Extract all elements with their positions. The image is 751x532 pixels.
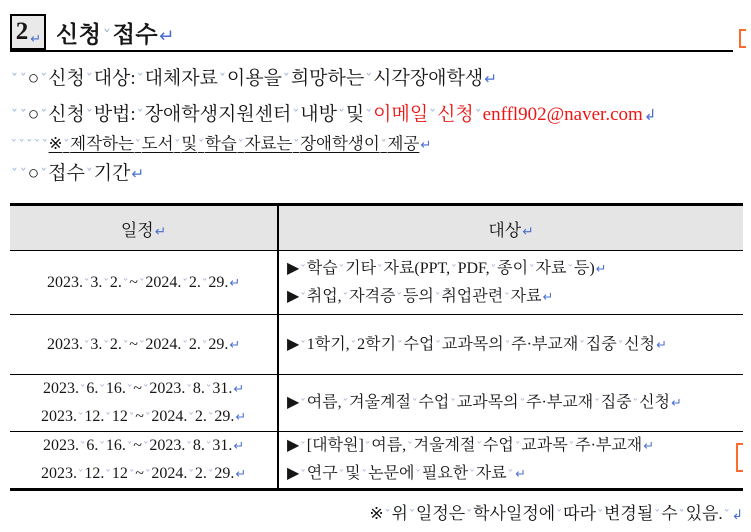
space-mark-icon: ˇ — [142, 439, 149, 455]
space-mark-icon: ˇ — [468, 467, 476, 483]
space-mark-icon: ˇ — [99, 382, 106, 398]
space-mark-icon: ˇ — [568, 439, 575, 455]
space-mark-icon: ˇ — [138, 337, 145, 353]
note-provide — [10, 130, 431, 154]
space-mark-icon: ˇ — [10, 72, 19, 90]
space-mark-icon: ˇ — [338, 467, 345, 483]
paragraph-mark-icon: ↵ — [30, 31, 42, 47]
space-mark-icon: ˇ — [144, 467, 151, 483]
space-mark-icon: ˇ — [503, 289, 511, 305]
space-mark-icon: ˇ — [408, 509, 416, 525]
space-mark-icon: ˇ — [63, 139, 70, 155]
section-header — [10, 14, 733, 52]
space-mark-icon: ˇ — [102, 27, 112, 49]
target-cell: ▶ˇ[대학원]ˇ여름,ˇ겨울계절ˇ수업ˇ교과목ˇ주·부교재↵ ▶ˇ연구ˇ및ˇ논문에ˇ필요한ˇ자료ˇ ↵ — [278, 432, 743, 490]
paragraph-mark-icon: ↵ — [670, 396, 682, 411]
paragraph-mark-icon: ↵ — [233, 382, 245, 397]
space-mark-icon: ˇ — [218, 72, 227, 90]
space-mark-icon: ˇ — [39, 108, 48, 126]
space-mark-icon: ˇ — [337, 108, 346, 126]
space-mark-icon: ˇ — [653, 509, 661, 525]
section-title: 신청ˇ접수↵ — [56, 21, 176, 49]
target-cell: ▶ˇ1학기,ˇ2학기ˇ수업ˇ교과목의ˇ주·부교재ˇ집중ˇ신청↵ — [278, 315, 743, 375]
space-mark-icon: ˇ — [39, 72, 48, 90]
paragraph-mark-icon: ↵ — [131, 165, 145, 183]
space-mark-icon: ˇ — [299, 396, 307, 412]
paragraph-mark-icon: ↵ — [522, 223, 534, 240]
space-mark-icon: ˇ — [205, 439, 212, 455]
space-mark-icon: ˇ — [182, 275, 189, 291]
space-mark-icon: ˇ — [122, 275, 129, 291]
space-mark-icon: ˇ — [519, 396, 526, 412]
email-address: enffl902@naver.com — [482, 104, 643, 125]
space-mark-icon: ˇ — [476, 439, 483, 455]
space-mark-icon: ˇ — [384, 509, 391, 525]
space-mark-icon: ˇ — [142, 382, 149, 398]
space-mark-icon: ˇ — [201, 337, 208, 353]
paragraph-mark-icon: ↵ — [515, 467, 526, 482]
space-mark-icon: ˇ — [103, 275, 110, 291]
space-mark-icon: ˇ — [435, 337, 442, 353]
space-mark-icon: ˇ — [207, 467, 214, 483]
space-mark-icon: ˇ — [19, 167, 28, 185]
schedule-cell: 2023.ˇ3.ˇ2.ˇ~ˇ2024.ˇ2.ˇ29.↵ — [10, 251, 278, 315]
paragraph-mark-icon: ↵ — [643, 439, 654, 454]
paragraph-mark-icon: ↵ — [595, 261, 607, 277]
paragraph-mark-icon: ↵ — [420, 138, 432, 153]
space-mark-icon: ˇ — [33, 139, 41, 155]
space-mark-icon: ˇ — [105, 410, 112, 426]
schedule-table — [10, 203, 743, 491]
space-mark-icon: ˇ — [182, 337, 189, 353]
space-mark-icon: ˇ — [83, 337, 90, 353]
space-mark-icon: ˇ — [299, 261, 307, 277]
target-cell: ▶ˇ여름,ˇ겨울계절ˇ수업ˇ교과목의ˇ주·부교재ˇ집중ˇ신청↵ — [278, 375, 743, 432]
space-mark-icon: ˇ — [85, 167, 93, 185]
header-cell-schedule: 일정↵ — [10, 205, 278, 251]
table-row — [10, 315, 743, 375]
space-mark-icon: ˇ — [103, 337, 110, 353]
space-mark-icon: ˇ — [299, 439, 307, 455]
space-mark-icon: ˇ — [428, 108, 437, 126]
space-mark-icon: ˇ — [338, 261, 345, 277]
space-mark-icon: ˇ — [10, 167, 19, 185]
space-mark-icon: ˇ — [632, 396, 639, 412]
paragraph-mark-icon: ↵ — [233, 439, 245, 454]
space-mark-icon: ˇ — [342, 289, 349, 305]
space-mark-icon: ˇ — [144, 410, 151, 426]
space-mark-icon: ˇ — [134, 139, 141, 155]
revision-bracket-icon — [739, 29, 746, 48]
paragraph-mark-icon: ↵ — [235, 467, 247, 482]
space-mark-icon: ˇ — [364, 439, 371, 455]
space-mark-icon: ˇ — [19, 72, 28, 90]
space-mark-icon: ˇ — [406, 439, 414, 455]
space-mark-icon: ˇ — [617, 337, 624, 353]
space-mark-icon: ˇ — [39, 167, 48, 185]
space-mark-icon: ˇ — [555, 509, 563, 525]
space-mark-icon: ˇ — [593, 396, 601, 412]
space-mark-icon: ˇ — [237, 139, 244, 155]
table-row — [10, 432, 743, 490]
paragraph-mark-icon: ↵ — [235, 410, 247, 425]
space-mark-icon: ˇ — [77, 467, 84, 483]
space-mark-icon: ˇ — [361, 467, 368, 483]
header-cell-target: 대상↵ — [278, 205, 743, 251]
space-mark-icon: ˇ — [514, 439, 521, 455]
space-mark-icon: ˇ — [504, 337, 511, 353]
space-mark-icon: ˇ — [376, 261, 383, 277]
space-mark-icon: ˇ — [578, 337, 586, 353]
space-mark-icon: ˇ — [396, 337, 403, 353]
space-mark-icon: ˇ — [85, 108, 93, 126]
space-mark-icon: ˇ — [567, 261, 574, 277]
space-mark-icon: ˇ — [207, 410, 214, 426]
space-mark-icon: ˇ — [79, 439, 86, 455]
space-mark-icon: ˇ — [450, 261, 457, 277]
space-mark-icon: ˇ — [528, 261, 535, 277]
space-mark-icon: ˇ — [299, 289, 307, 305]
line-break-mark-icon: ↲ — [643, 106, 657, 124]
note-applicant: ˇˇ○ˇ신청ˇ대상:ˇ대체자료ˇ이용을ˇ희망하는ˇ시각장애학생↵ — [10, 68, 497, 90]
email-apply-highlight: 이메일ˇ신청ˇ — [373, 104, 482, 126]
space-mark-icon: ˇ — [26, 139, 33, 155]
space-mark-icon: ˇ — [364, 72, 373, 90]
space-mark-icon: ˇ — [299, 337, 307, 353]
space-mark-icon: ˇ — [299, 467, 307, 483]
space-mark-icon: ˇ — [490, 261, 497, 277]
space-mark-icon: ˇ — [411, 396, 418, 412]
space-mark-icon: ˇ — [77, 410, 84, 426]
space-mark-icon: ˇ — [380, 139, 387, 155]
space-mark-icon: ˇ — [342, 396, 349, 412]
note-period: ˇˇ○ˇ접수ˇ기간↵ — [10, 163, 145, 185]
space-mark-icon: ˇ — [188, 410, 195, 426]
space-mark-icon: ˇ — [201, 275, 208, 291]
space-mark-icon: ˇ — [292, 139, 300, 155]
section-number-box — [10, 14, 46, 50]
table-row — [10, 375, 743, 432]
schedule-cell: 2023.ˇ6.ˇ16.ˇ~ˇ2023.ˇ8.ˇ31.↵ 2023.ˇ12.ˇ12ˇ~ˇ2024.ˇ2.ˇ29.↵ — [10, 375, 278, 432]
space-mark-icon: ˇ — [188, 467, 195, 483]
table-row — [10, 251, 743, 315]
paragraph-mark-icon: ↵ — [542, 289, 554, 305]
space-mark-icon: ˇ — [18, 139, 25, 155]
footnote: ※ˇ위ˇ일정은ˇ학사일정에ˇ따라ˇ변경될ˇ수ˇ있음.ˇ ↲ — [369, 504, 743, 525]
revision-bracket-icon — [736, 443, 743, 472]
space-mark-icon: ˇ — [197, 139, 205, 155]
target-cell: ▶ˇ학습ˇ기타ˇ자료(PPT,ˇPDF,ˇ종이ˇ자료ˇ등)↵ ▶ˇ취업,ˇ자격증ˇ등의ˇ취업관련ˇ자료↵ — [278, 251, 743, 315]
space-mark-icon: ˇ — [678, 509, 685, 525]
space-mark-icon: ˇ — [128, 467, 135, 483]
table-header-row — [10, 205, 743, 251]
space-mark-icon: ˇ — [10, 108, 19, 126]
space-mark-icon: ˇ — [465, 509, 473, 525]
paragraph-mark-icon: ↵ — [159, 25, 176, 47]
space-mark-icon: ˇ — [136, 108, 144, 126]
space-mark-icon: ˇ — [122, 337, 129, 353]
space-mark-icon: ˇ — [138, 275, 145, 291]
space-mark-icon: ˇ — [723, 509, 730, 525]
space-mark-icon: ˇ — [292, 108, 300, 126]
note-method: ˇˇ○ˇ신청ˇ방법:ˇ장애학생지원센터ˇ내방ˇ및ˇ이메일ˇ신청ˇenffl902@naver.com↲ — [10, 104, 657, 126]
space-mark-icon: ˇ — [128, 410, 135, 426]
space-mark-icon: ˇ — [434, 289, 441, 305]
space-mark-icon: ˇ — [449, 396, 457, 412]
paragraph-mark-icon: ↵ — [484, 70, 497, 88]
line-break-mark-icon: ↲ — [731, 507, 743, 523]
space-mark-icon: ˇ — [364, 108, 373, 126]
space-mark-icon: ˇ — [507, 467, 514, 483]
space-mark-icon: ˇ — [41, 139, 48, 155]
space-mark-icon: ˇ — [126, 439, 133, 455]
paragraph-mark-icon: ↵ — [229, 275, 241, 291]
space-mark-icon: ˇ — [126, 382, 133, 398]
space-mark-icon: ˇ — [105, 467, 112, 483]
space-mark-icon: ˇ — [205, 382, 212, 398]
schedule-cell: 2023.ˇ3.ˇ2.ˇ~ˇ2024.ˇ2.ˇ29.↵ — [10, 315, 278, 375]
space-mark-icon: ˇ — [174, 139, 181, 155]
space-mark-icon: ˇ — [79, 382, 86, 398]
space-mark-icon: ˇ — [282, 72, 291, 90]
space-mark-icon: ˇ — [85, 72, 93, 90]
space-mark-icon: ˇ — [596, 509, 604, 525]
schedule-cell: 2023.ˇ6.ˇ16.ˇ~ˇ2023.ˇ8.ˇ31.↵ 2023.ˇ12.ˇ12ˇ~ˇ2024.ˇ2.ˇ29.↵ — [10, 432, 278, 490]
provide-note-underlined: ※ˇ제작하는ˇ도서ˇ및ˇ학습ˇ자료는ˇ장애학생이ˇ제공 — [48, 134, 420, 155]
paragraph-mark-icon: ↵ — [229, 337, 241, 353]
section-number: 2 — [15, 18, 29, 45]
space-mark-icon: ˇ — [19, 108, 28, 126]
space-mark-icon: ˇ — [136, 72, 144, 90]
space-mark-icon: ˇ — [350, 337, 357, 353]
paragraph-mark-icon: ↵ — [656, 337, 667, 353]
space-mark-icon: ˇ — [415, 467, 422, 483]
space-mark-icon: ˇ — [83, 275, 90, 291]
space-mark-icon: ˇ — [10, 139, 18, 155]
space-mark-icon: ˇ — [396, 289, 403, 305]
paragraph-mark-icon: ↵ — [154, 223, 167, 240]
space-mark-icon: ˇ — [474, 108, 482, 126]
space-mark-icon: ˇ — [186, 382, 193, 398]
space-mark-icon: ˇ — [99, 439, 106, 455]
space-mark-icon: ˇ — [186, 439, 193, 455]
